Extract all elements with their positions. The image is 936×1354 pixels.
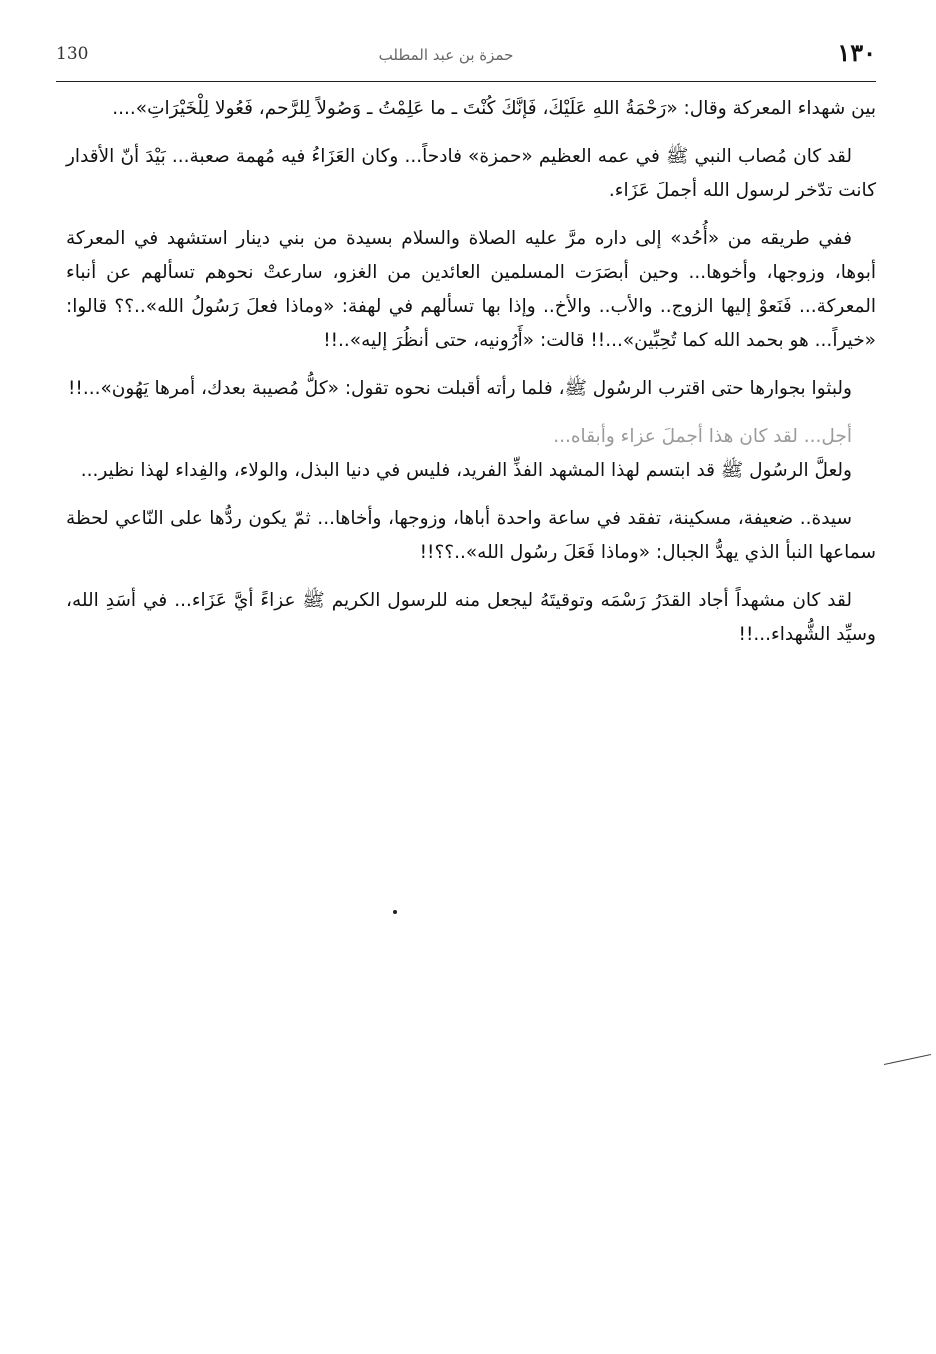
running-title: حمزة بن عبد المطلب	[378, 46, 514, 64]
header-rule	[56, 81, 876, 82]
paragraph-4: ولبثوا بجوارها حتى اقترب الرسُول ﷺ، فلما رأته أقبلت نحوه تقول: «كلُّ مُصيبة بعدك، أمرها يَهُون»...!!	[67, 378, 852, 399]
paragraph-7: سيدة.. ضعيفة، مسكينة، تفقد في ساعة واحدة أباها، وزوجها، وأخاها... ثمّ يكون ردُّها على النّاعي لحظة سماعها النبأ الذي يهدُّ الجبال: «وماذا فَعَلَ رسُول الله»..؟؟!!	[66, 508, 876, 563]
paragraph-6: ولعلَّ الرسُول ﷺ قد ابتسم لهذا المشهد الفذِّ الفريد، فليس في دنيا البذل، والولاء، والفِداء لهذا نظير...	[80, 460, 852, 481]
paragraph-8: لقد كان مشهداً أجاد القدَرُ رَسْمَه وتوقيتَهُ ليجعل منه للرسول الكريم ﷺ عزاءً أيَّ عَزَاء... في أسَدِ الله، وسيِّد الشُّهداء...!!	[66, 590, 876, 645]
paragraph-2: لقد كان مُصاب النبي ﷺ في عمه العظيم «حمزة» فادحاً... وكان العَزَاءُ فيه مُهمة صعبة... بَيْدَ أنّ الأقدار كانت تدّخر لرسول الله أجملَ عَزَاء.	[66, 146, 876, 201]
paragraph-5: أجل... لقد كان هذا أجملَ عزاء وأبقاه...	[553, 426, 852, 447]
paragraph-1: بين شهداء المعركة وقال: «رَحْمَةُ اللهِ عَلَيْكَ، فَإنَّكَ كُنْتَ ـ ما عَلِمْتُ ـ وَصُولاً لِلرَّحم، فَعُولا لِلْخَيْرَاتِ»....	[112, 98, 876, 119]
page-number-arabic: ١٣٠	[837, 38, 876, 67]
body-text	[66, 92, 876, 666]
ink-dot	[393, 910, 397, 914]
page-number-latin: 130	[56, 44, 89, 64]
paragraph-3: ففي طريقه من «أُحُد» إلى داره مرَّ عليه الصلاة والسلام بسيدة من بني دينار استشهد في المعركة أبوها، وزوجها، وأخوها... وحين أبصَرَت المسلمين العائدين من الغزو، سارعتْ نحوهم تسألهم عن أنباء المعركة... فَنَعوْ إليها الزوج.. والأب.. والأخ.. وإذا بها تسألهم في لهفة: «وماذا فعلَ رَسُولُ الله»..؟؟ قالوا: «خيراً... هو بحمد الله كما تُحِبِّين»...!! قالت: «أَرُونيه، حتى أنظُرَ إليه»..!!	[66, 228, 876, 351]
scan-mark	[884, 1054, 931, 1065]
page-header	[56, 36, 876, 82]
